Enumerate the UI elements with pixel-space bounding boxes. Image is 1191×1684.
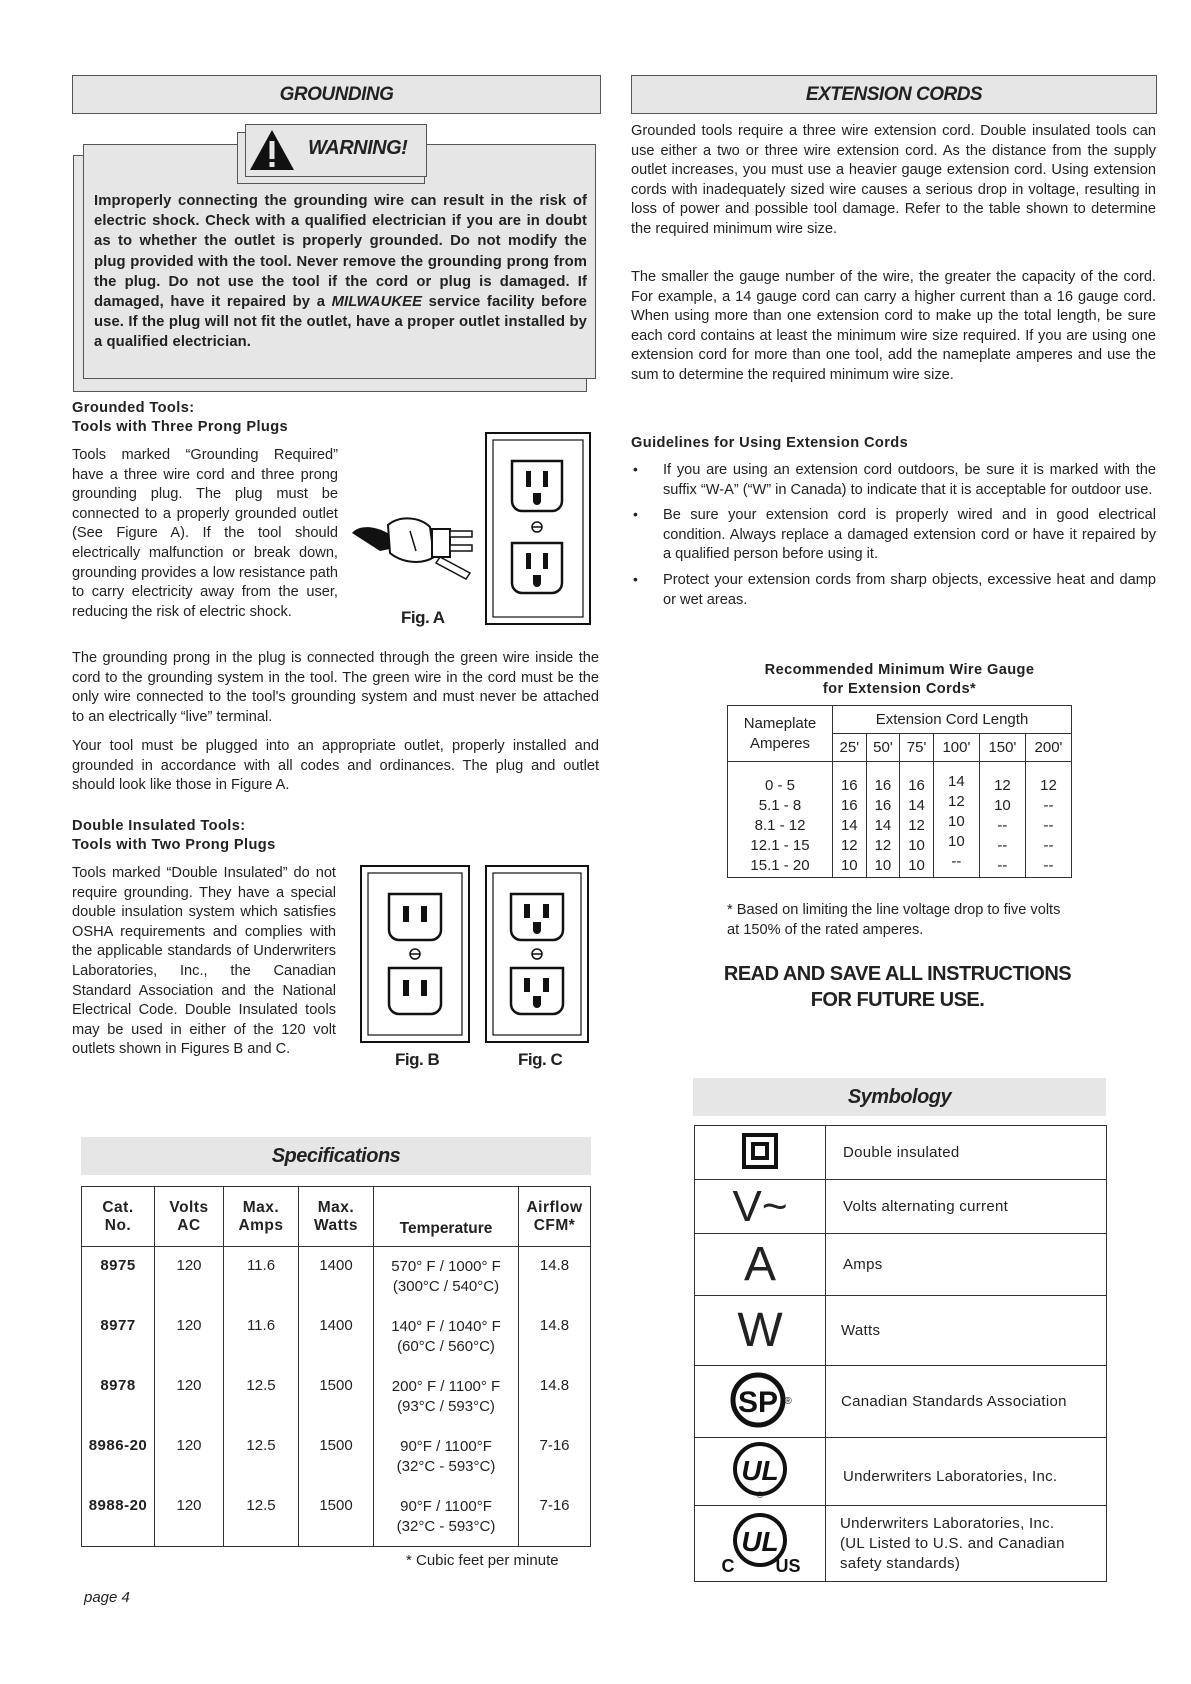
spec-temp-c: (32°C - 593°C) — [396, 1457, 496, 1475]
extension-cords-header: EXTENSION CORDS — [631, 75, 1157, 114]
gauge-col-150: 12 10 -- -- -- — [979, 762, 1025, 878]
fig-b-label: Fig. B — [395, 1050, 440, 1069]
guidelines-list — [631, 461, 1156, 610]
spec-temp-f: 140° F / 1040° F — [391, 1317, 501, 1335]
symbol-label: Canadian Standards Association — [826, 1366, 1107, 1438]
spec-cat: 8988-20 — [82, 1487, 155, 1547]
svg-text:C: C — [721, 1555, 735, 1574]
spec-cfm: 7-16 — [519, 1427, 591, 1487]
spec-row — [82, 1427, 591, 1487]
fig-b-two-prong-outlet-icon — [359, 864, 471, 1044]
spec-amps: 11.6 — [224, 1247, 299, 1307]
warning-triangle-icon — [248, 128, 296, 172]
spec-cat: 8986-20 — [82, 1427, 155, 1487]
spec-temp — [374, 1307, 519, 1367]
spec-col-amps: Max. Amps — [224, 1187, 299, 1247]
spec-temp — [374, 1247, 519, 1307]
fig-c-grounded-outlet-icon — [484, 864, 590, 1044]
spec-volts: 120 — [155, 1427, 224, 1487]
specifications-header: Specifications — [81, 1137, 591, 1175]
svg-text:®: ® — [784, 1395, 792, 1407]
spec-temp-f: 90°F / 1100°F — [400, 1437, 492, 1455]
spec-temp-f: 570° F / 1000° F — [391, 1258, 501, 1275]
watts-icon: W — [695, 1296, 826, 1366]
amps-column: 0 - 5 5.1 - 8 8.1 - 12 12.1 - 15 15.1 - 20 — [728, 762, 833, 878]
spec-row — [82, 1247, 591, 1307]
guideline-item: • Be sure your extension cord is properly wired and in good electrical condition. Always replace a damaged extension cord or have it repaired by a qualified person before using it. — [633, 506, 1156, 563]
length-50: 50' — [866, 734, 900, 762]
fig-a-label: Fig. A — [401, 608, 445, 627]
spec-volts: 120 — [155, 1307, 224, 1367]
svg-text:UL: UL — [741, 1454, 779, 1486]
bullet-icon: • — [633, 461, 638, 477]
three-prong-heading: Grounded Tools: Tools with Three Prong Plugs — [72, 400, 289, 435]
svg-text:US: US — [775, 1555, 801, 1574]
spec-volts: 120 — [155, 1367, 224, 1427]
length-25: 25' — [833, 734, 867, 762]
spec-temp — [374, 1487, 519, 1547]
spec-temp — [374, 1367, 519, 1427]
spec-col-cat: Cat. No. — [82, 1187, 155, 1247]
symbol-row — [695, 1296, 1107, 1366]
length-150: 150' — [979, 734, 1025, 762]
ul-logo-icon — [695, 1438, 826, 1506]
spec-volts: 120 — [155, 1247, 224, 1307]
spec-watts: 1400 — [299, 1307, 374, 1367]
spec-cfm: 7-16 — [519, 1487, 591, 1547]
symbol-row — [695, 1126, 1107, 1180]
symbol-label: Watts — [826, 1296, 1107, 1366]
spec-col-temp: Temperature — [374, 1187, 519, 1247]
spec-watts: 1400 — [299, 1247, 374, 1307]
svg-text:SP: SP — [737, 1385, 779, 1419]
gauge-col-100: 14 12 10 10 -- — [933, 762, 979, 878]
symbol-label: Underwriters Laboratories, Inc. — [826, 1438, 1107, 1506]
specifications-table — [81, 1186, 591, 1547]
page-number: page 4 — [84, 1589, 130, 1606]
gauge-col-200: 12 -- -- -- -- — [1040, 777, 1057, 874]
warning-tab — [245, 124, 427, 177]
guidelines-heading: Guidelines for Using Extension Cords — [631, 435, 909, 451]
spec-cfm: 14.8 — [519, 1367, 591, 1427]
symbol-label: Double insulated — [826, 1126, 1107, 1180]
wire-gauge-note: * Based on limiting the line voltage drop to five volts at 150% of the rated amperes. — [727, 902, 1061, 938]
guideline-item: • Protect your extension cords from sharp objects, excessive heat and damp or wet areas. — [633, 570, 1156, 608]
gauge-col-50: 16 16 14 12 10 — [866, 762, 900, 878]
double-insulated-text: Tools marked “Double Insulated” do not require grounding. They have a special double insulation system which satisfies OSHA requirements and complies with the applicable standards of Underwriters Laboratories, Inc., the Canadian Standard Association and the National Electrical Code. Double Insulated tools may be used in either of the 120 volt outlets shown in Figures B and C. — [72, 865, 336, 1058]
spec-watts: 1500 — [299, 1427, 374, 1487]
spec-temp-c: (60°C / 560°C) — [397, 1337, 495, 1355]
double-insulated-heading: Double Insulated Tools: Tools with Two Prong Plugs — [72, 818, 276, 853]
fig-a-illustration — [350, 431, 595, 626]
spec-volts: 120 — [155, 1487, 224, 1547]
spec-col-watts: Max. Watts — [299, 1187, 374, 1247]
spec-row — [82, 1307, 591, 1367]
spec-footnote: * Cubic feet per minute — [406, 1552, 559, 1569]
spec-body — [82, 1247, 591, 1547]
svg-text:UL: UL — [741, 1525, 779, 1557]
bullet-icon: • — [633, 570, 638, 587]
wire-gauge-table — [727, 705, 1072, 878]
cord-length-header: Extension Cord Length — [833, 706, 1072, 734]
symbol-row — [695, 1366, 1107, 1438]
gauge-col-25: 16 16 14 12 10 — [833, 762, 867, 878]
spec-cat: 8978 — [82, 1367, 155, 1427]
grounding-header: GROUNDING — [72, 75, 601, 114]
symbol-label: Amps — [826, 1234, 1107, 1296]
three-prong-text: Tools marked “Grounding Required” have a three wire cord and three prong grounding plug. The plug must be connected to a properly grounded outlet (See Figure A). If the tool should electrically malfunction or break down, grounding provides a low resistance path to carry electricity away from the user, reducing the risk of electric shock. — [72, 447, 338, 620]
length-200: 200' — [1025, 734, 1071, 762]
symbol-row — [695, 1180, 1107, 1234]
spec-col-volts: Volts AC — [155, 1187, 224, 1247]
fig-c-label: Fig. C — [518, 1050, 563, 1069]
spec-temp-c: (300°C / 540°C) — [392, 1278, 500, 1295]
symbol-row — [695, 1438, 1107, 1506]
bullet-icon: • — [633, 506, 638, 523]
spec-temp-f: 200° F / 1100° F — [391, 1377, 501, 1395]
read-save-notice: READ AND SAVE ALL INSTRUCTIONS FOR FUTURE USE. — [723, 963, 1072, 1011]
symbol-row — [695, 1234, 1107, 1296]
spec-watts: 1500 — [299, 1487, 374, 1547]
spec-col-cfm: Airflow CFM* — [519, 1187, 591, 1247]
extension-para-2: The smaller the gauge number of the wire, the greater the capacity of the cord. For example, a 14 gauge cord can carry a higher current than a 16 gauge cord. When using more than one extension cord to make up the total length, be sure each cord contains at least the minimum wire size required. If you are using one extension cord for more than one tool, add the nameplate amperes and use the sum to determine the required minimum wire size. — [631, 269, 1156, 383]
symbology-header: Symbology — [693, 1078, 1106, 1116]
three-prong-outlet-icon — [486, 433, 590, 624]
spec-header-row — [82, 1187, 591, 1247]
warning-text: Improperly connecting the grounding wire can result in the risk of electric shock. Check with a qualified electrician if you are in doubt as to whether the outlet is properly grounded. Do not modify the plug provided with the tool. Never remove the grounding prong from the plug. Do not use the tool if the cord or plug is damaged. If damaged, have it repaired by a MILWAUKEE service facility before use. If the plug will not fit the outlet, have a proper outlet installed by a qualified electrician. — [94, 193, 587, 351]
spec-cfm: 14.8 — [519, 1307, 591, 1367]
spec-cfm: 14.8 — [519, 1247, 591, 1307]
symbol-label: Volts alternating current — [826, 1180, 1107, 1234]
nameplate-header: Nameplate Amperes — [728, 706, 833, 762]
extension-para-1: Grounded tools require a three wire extension cord. Double insulated tools can use either a two or three wire extension cord. As the distance from the supply outlet increases, you must use a heavier gauge extension cord. Using extension cords with inadequately sized wire causes a serious drop in voltage, resulting in loss of power and possible tool damage. Refer to the table shown to determine the required minimum wire size. — [631, 123, 1156, 237]
length-75: 75' — [900, 734, 934, 762]
spec-temp — [374, 1427, 519, 1487]
symbol-row — [695, 1506, 1107, 1582]
spec-temp-c: (93°C / 593°C) — [397, 1397, 495, 1415]
gauge-col-75: 16 14 12 10 10 — [900, 762, 934, 878]
spec-cat: 8975 — [82, 1247, 155, 1307]
wire-gauge-title: Recommended Minimum Wire Gauge for Extension Cords* — [764, 662, 1035, 697]
svg-text:®: ® — [756, 1489, 764, 1500]
spec-cat: 8977 — [82, 1307, 155, 1367]
symbology-table — [694, 1125, 1107, 1582]
spec-amps: 12.5 — [224, 1487, 299, 1547]
length-100: 100' — [933, 734, 979, 762]
spec-amps: 12.5 — [224, 1367, 299, 1427]
three-prong-plug-icon — [352, 518, 472, 579]
spec-temp-c: (32°C - 593°C) — [396, 1517, 496, 1535]
symbol-label: Underwriters Laboratories, Inc. (UL Listed to U.S. and Canadian safety standards) — [826, 1506, 1107, 1582]
outlet-text: Your tool must be plugged into an appropriate outlet, properly installed and grounded in accordance with all codes and ordinances. The plug and outlet should look like those in Figure A. — [72, 738, 599, 794]
spec-temp-f: 90°F / 1100°F — [400, 1497, 492, 1515]
cul-us-logo-icon — [695, 1506, 826, 1582]
volts-ac-icon: V~ — [695, 1180, 826, 1234]
warning-title: WARNING! — [308, 137, 408, 159]
double-insulated-icon — [695, 1126, 826, 1180]
guideline-item: • If you are using an extension cord outdoors, be sure it is marked with the suffix “W-A” (“W” in Canada) to indicate that it is acceptable for outdoor use. — [633, 461, 1156, 498]
spec-watts: 1500 — [299, 1367, 374, 1427]
spec-amps: 12.5 — [224, 1427, 299, 1487]
spec-row — [82, 1367, 591, 1427]
spec-row — [82, 1487, 591, 1547]
spec-amps: 11.6 — [224, 1307, 299, 1367]
csa-logo-icon — [695, 1366, 826, 1438]
amps-icon: A — [695, 1234, 826, 1296]
green-wire-text: The grounding prong in the plug is connected through the green wire inside the cord to the grounding system in the tool. The green wire in the cord must be the only wire connected to the tool's grounding system and must never be attached to an electrically “live” terminal. — [72, 650, 599, 725]
